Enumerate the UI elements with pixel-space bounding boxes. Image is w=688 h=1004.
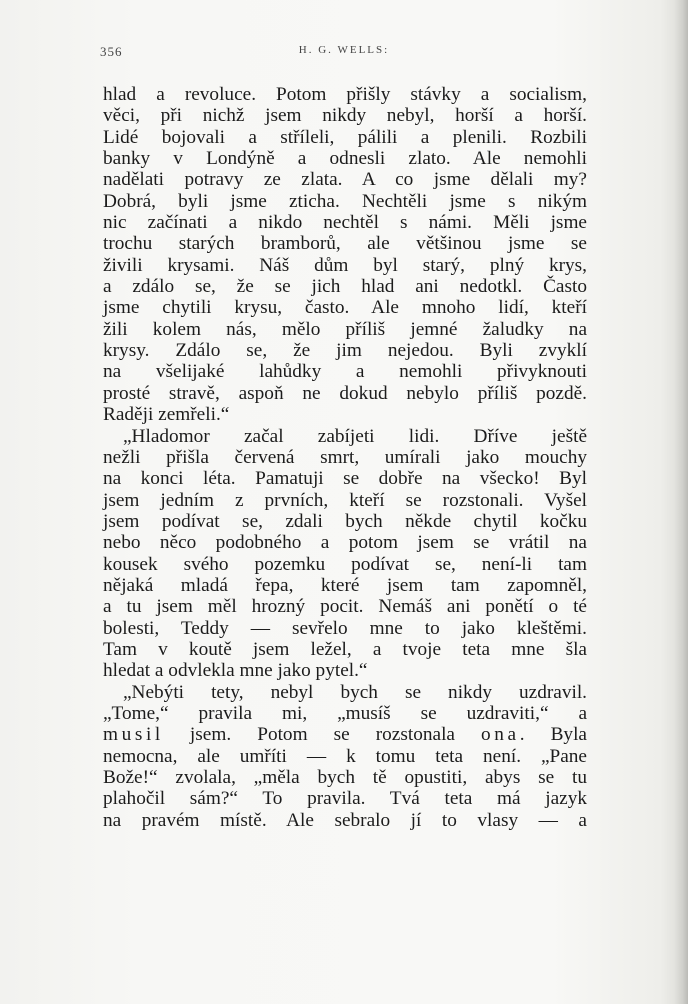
text-line: jsme chytili krysu, často. Ale mnoho lidí, kteří [103,297,587,319]
text-line-fragment-byla: . Byla [519,724,587,746]
body-text [103,84,587,831]
text-line: nějaká mladá řepa, které jsem tam zapomněl, [103,574,587,596]
running-head: H. G. WELLS: [298,44,390,56]
text-line: Bože!“ zvolala, „měla bych tě opustiti, abys se tu [103,767,587,788]
text-line: kousek svého pozemku podívat se, není-li tam [103,553,587,575]
text-line: Tam v koutě jsem ležel, a tvoje teta mne šla [103,638,587,660]
text-line: a zdálo se, že se jich hlad ani nedotkl. Často [103,276,587,298]
text-line: hlad a revoluce. Potom přišly stávky a socialism, [103,84,587,105]
text-line-spaced [103,724,587,745]
page-edge-shadow [674,0,688,1004]
text-line: Raději zemřeli.“ [103,404,230,426]
text-line: na všelijaké lahůdky a nemohli přivyknouti [103,361,587,383]
text-line: nebo něco podobného a potom jsem se vrátil na [103,532,587,554]
text-line: Dobrá, byli jsme zticha. Nechtěli jsme s nikým [103,190,587,212]
text-line: nadělati potravy ze zlata. A co jsme dělali my? [103,169,587,191]
page-header [100,44,588,66]
text-line: a tu jsem měl hrozný pocit. Nemáš ani ponětí o té [103,596,587,618]
text-line: „Hladomor začal zabíjeti lidi. Dříve ještě [123,425,587,447]
text-line: hledat a odvlekla mne jako pytel.“ [103,660,368,682]
spaced-word-ona: ona [481,724,520,746]
text-line: banky v Londýně a odnesli zlato. Ale nemohli [103,148,587,170]
page-number: 356 [100,44,123,59]
text-line: žili kolem nás, mělo příliš jemné žaludky na [103,318,587,340]
text-line: na konci léta. Pamatuji se dobře na všecko! Byl [103,468,587,490]
text-line: plahočil sám?“ To pravila. Tvá teta má jazyk [103,788,587,810]
text-line: jsem jedním z prvních, kteří se rozstonali. Vyšel [103,489,587,511]
text-line: prosté stravě, aspoň ne dokud nebylo příliš pozdě. [103,382,587,404]
text-line-fragment: jsem. Potom se rozstonala [189,724,455,746]
text-line: „Tome,“ pravila mi, „musíš se uzdraviti,“ a [103,702,587,724]
text-line: na pravém místě. Ale sebralo jí to vlasy — a [103,809,587,831]
text-line: jsem podívat se, zdali bych někde chytil kočku [103,510,587,532]
text-line: trochu starých bramborů, ale většinou jsme se [103,233,587,255]
text-line: věci, při nichž jsem nikdy nebyl, horší a horší. [103,105,587,127]
text-line: živili krysami. Náš dům byl starý, plný krys, [103,254,587,276]
spaced-word-musil: musil [103,724,164,746]
text-line: nežli přišla červená smrt, umírali jako mouchy [103,446,587,468]
text-line: nic začínati a nikdo nechtěl s námi. Měli jsme [103,212,587,234]
text-line: krysy. Zdálo se, že jim nejedou. Byli zvyklí [103,340,587,362]
text-line: nemocna, ale umříti — k tomu teta není. „Pane [103,745,587,767]
text-line: „Nebýti tety, nebyl bych se nikdy uzdravil. [123,681,587,703]
text-line: Lidé bojovali a stříleli, pálili a plenili. Rozbili [103,126,587,148]
text-line: bolesti, Teddy — sevřelo mne to jako kleštěmi. [103,617,587,639]
